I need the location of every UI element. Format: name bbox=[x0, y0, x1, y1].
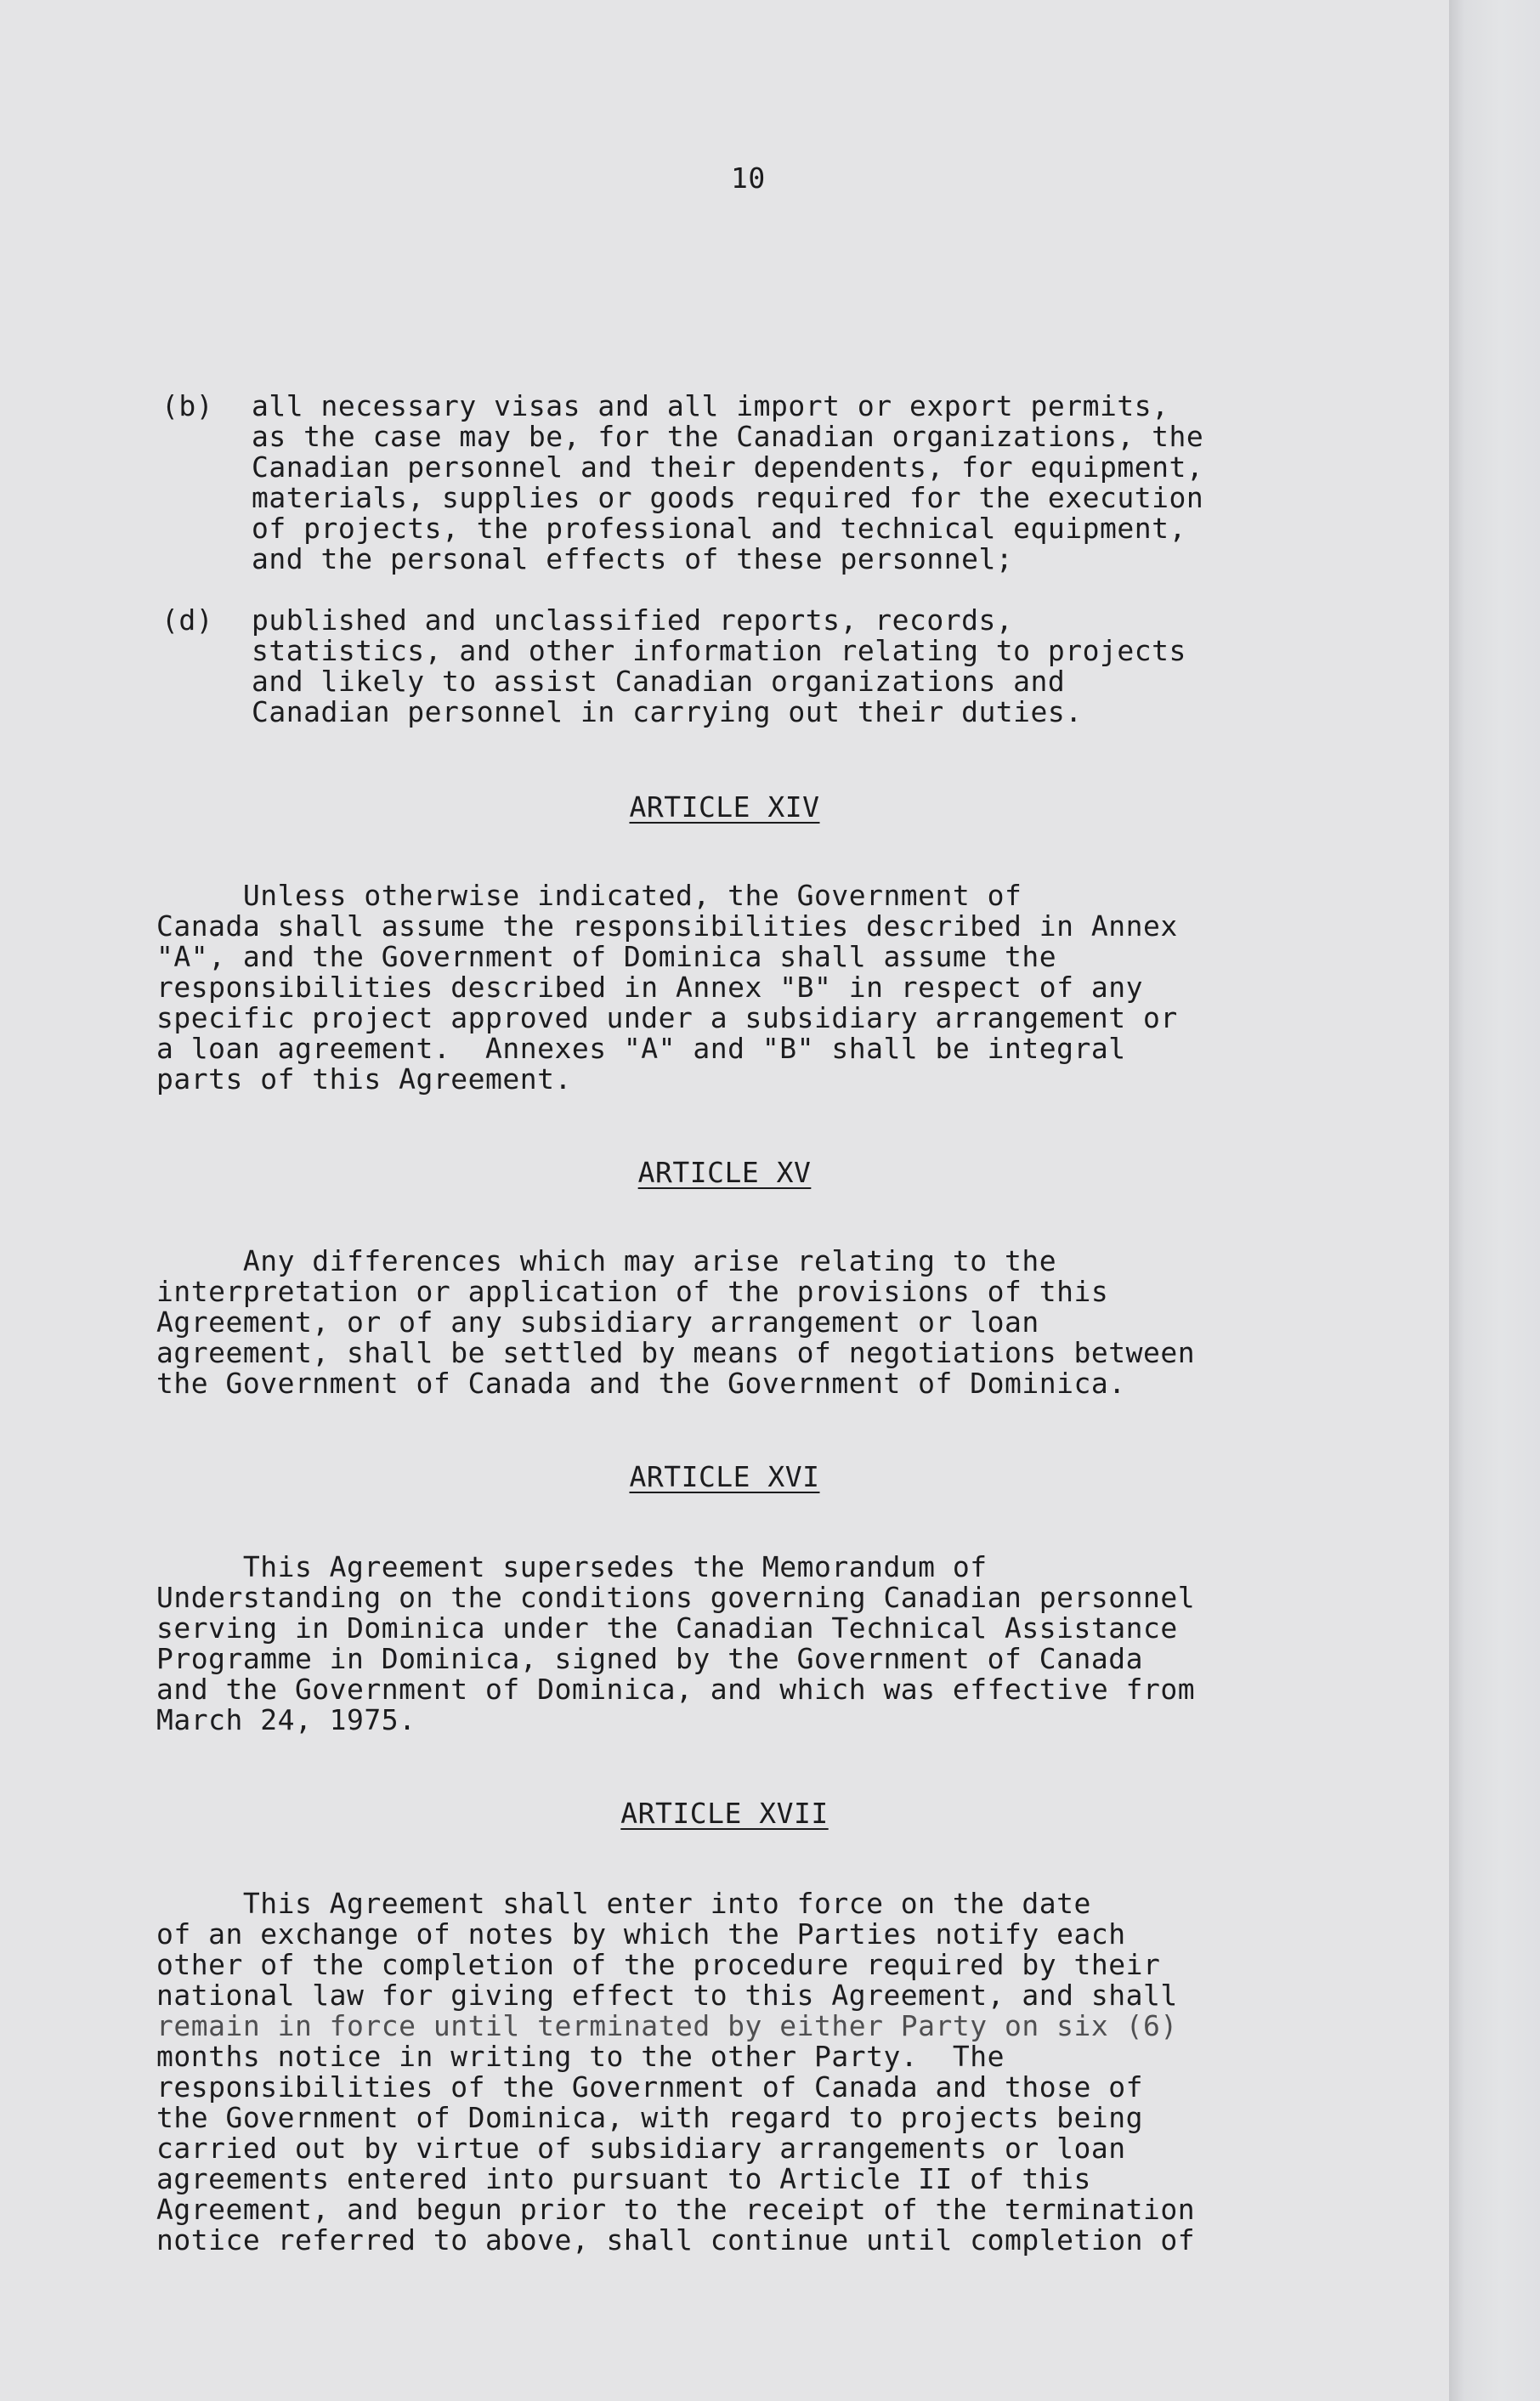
text-line: and the Government of Dominica, and which was effective from bbox=[156, 1673, 1196, 1706]
text-line: responsibilities described in Annex "B" in respect of any bbox=[156, 971, 1143, 1004]
item-label: (d) bbox=[161, 603, 214, 637]
article-heading bbox=[0, 1798, 1449, 1829]
text-line: Agreement, or of any subsidiary arrangement or loan bbox=[156, 1305, 1039, 1339]
article-heading bbox=[0, 1158, 1449, 1188]
text-line: specific project approved under a subsidiary arrangement or bbox=[156, 1001, 1178, 1034]
text-line: agreement, shall be settled by means of negotiations between bbox=[156, 1336, 1196, 1369]
text-line: Understanding on the conditions governing Canadian personnel bbox=[156, 1581, 1196, 1614]
text-line: interpretation or application of the provisions of this bbox=[156, 1275, 1109, 1308]
item-label: (b) bbox=[161, 389, 214, 422]
text-line: statistics, and other information relating to projects bbox=[252, 634, 1186, 667]
text-line: Agreement, and begun prior to the receipt of the termination bbox=[156, 2193, 1196, 2226]
text-line: of an exchange of notes by which the Parties notify each bbox=[156, 1917, 1126, 1951]
article-heading bbox=[0, 792, 1449, 823]
item-body bbox=[252, 605, 1284, 728]
text-line: published and unclassified reports, records, bbox=[252, 603, 1014, 637]
text-line: "A", and the Government of Dominica shall assume the bbox=[156, 940, 1057, 973]
article-heading-text: ARTICLE XIV bbox=[629, 790, 820, 824]
text-line: notice referred to above, shall continue until completion of bbox=[156, 2223, 1196, 2257]
article-paragraph bbox=[156, 1246, 1295, 1399]
item-body bbox=[252, 391, 1284, 575]
article-heading-text: ARTICLE XVII bbox=[620, 1797, 829, 1830]
text-line: months notice in writing to the other Party. The bbox=[156, 2040, 1005, 2073]
text-line: national law for giving effect to this Agreement, and shall bbox=[156, 1979, 1178, 2012]
text-line: serving in Dominica under the Canadian Technical Assistance bbox=[156, 1611, 1178, 1645]
text-line: parts of this Agreement. bbox=[156, 1062, 572, 1096]
article-heading-text: ARTICLE XVI bbox=[629, 1460, 820, 1493]
text-line: and the personal effects of these personnel; bbox=[252, 542, 1014, 575]
text-line: a loan agreement. Annexes "A" and "B" shall be integral bbox=[156, 1032, 1126, 1065]
text-line: Canada shall assume the responsibilities described in Annex bbox=[156, 909, 1178, 943]
article-heading bbox=[0, 1462, 1449, 1492]
text-line: Programme in Dominica, signed by the Government of Canada bbox=[156, 1642, 1143, 1675]
text-line: agreements entered into pursuant to Article II of this bbox=[156, 2162, 1091, 2195]
article-paragraph bbox=[156, 1889, 1295, 2256]
text-line: of projects, the professional and technical equipment, bbox=[252, 512, 1186, 545]
text-line: This Agreement supersedes the Memorandum of bbox=[156, 1550, 988, 1583]
text-line: remain in force until terminated by either Party on six (6) bbox=[156, 2009, 1178, 2042]
text-line: responsibilities of the Government of Canada and those of bbox=[156, 2070, 1143, 2104]
text-line: carried out by virtue of subsidiary arrangements or loan bbox=[156, 2132, 1126, 2165]
text-line: the Government of Dominica, with regard to projects being bbox=[156, 2101, 1143, 2134]
text-line: Canadian personnel and their dependents, for equipment, bbox=[252, 450, 1204, 484]
article-paragraph bbox=[156, 881, 1295, 1095]
text-line: and likely to assist Canadian organizations and bbox=[252, 665, 1066, 698]
article-heading-text: ARTICLE XV bbox=[637, 1156, 812, 1189]
text-line: as the case may be, for the Canadian organizations, the bbox=[252, 420, 1204, 453]
text-line: all necessary visas and all import or export permits, bbox=[252, 389, 1169, 422]
text-line: Unless otherwise indicated, the Government of bbox=[156, 879, 1022, 912]
text-line: This Agreement shall enter into force on the date bbox=[156, 1887, 1091, 1920]
text-line: materials, supplies or goods required for the execution bbox=[252, 481, 1204, 514]
text-line: Canadian personnel in carrying out their duties. bbox=[252, 695, 1083, 728]
text-line: March 24, 1975. bbox=[156, 1703, 416, 1736]
article-paragraph bbox=[156, 1552, 1295, 1736]
text-line: the Government of Canada and the Government of Dominica. bbox=[156, 1367, 1126, 1400]
page-number: 10 bbox=[731, 161, 766, 195]
page-edge bbox=[1449, 0, 1540, 2401]
text-line: Any differences which may arise relating to the bbox=[156, 1244, 1057, 1277]
text-line: other of the completion of the procedure required by their bbox=[156, 1948, 1161, 1981]
